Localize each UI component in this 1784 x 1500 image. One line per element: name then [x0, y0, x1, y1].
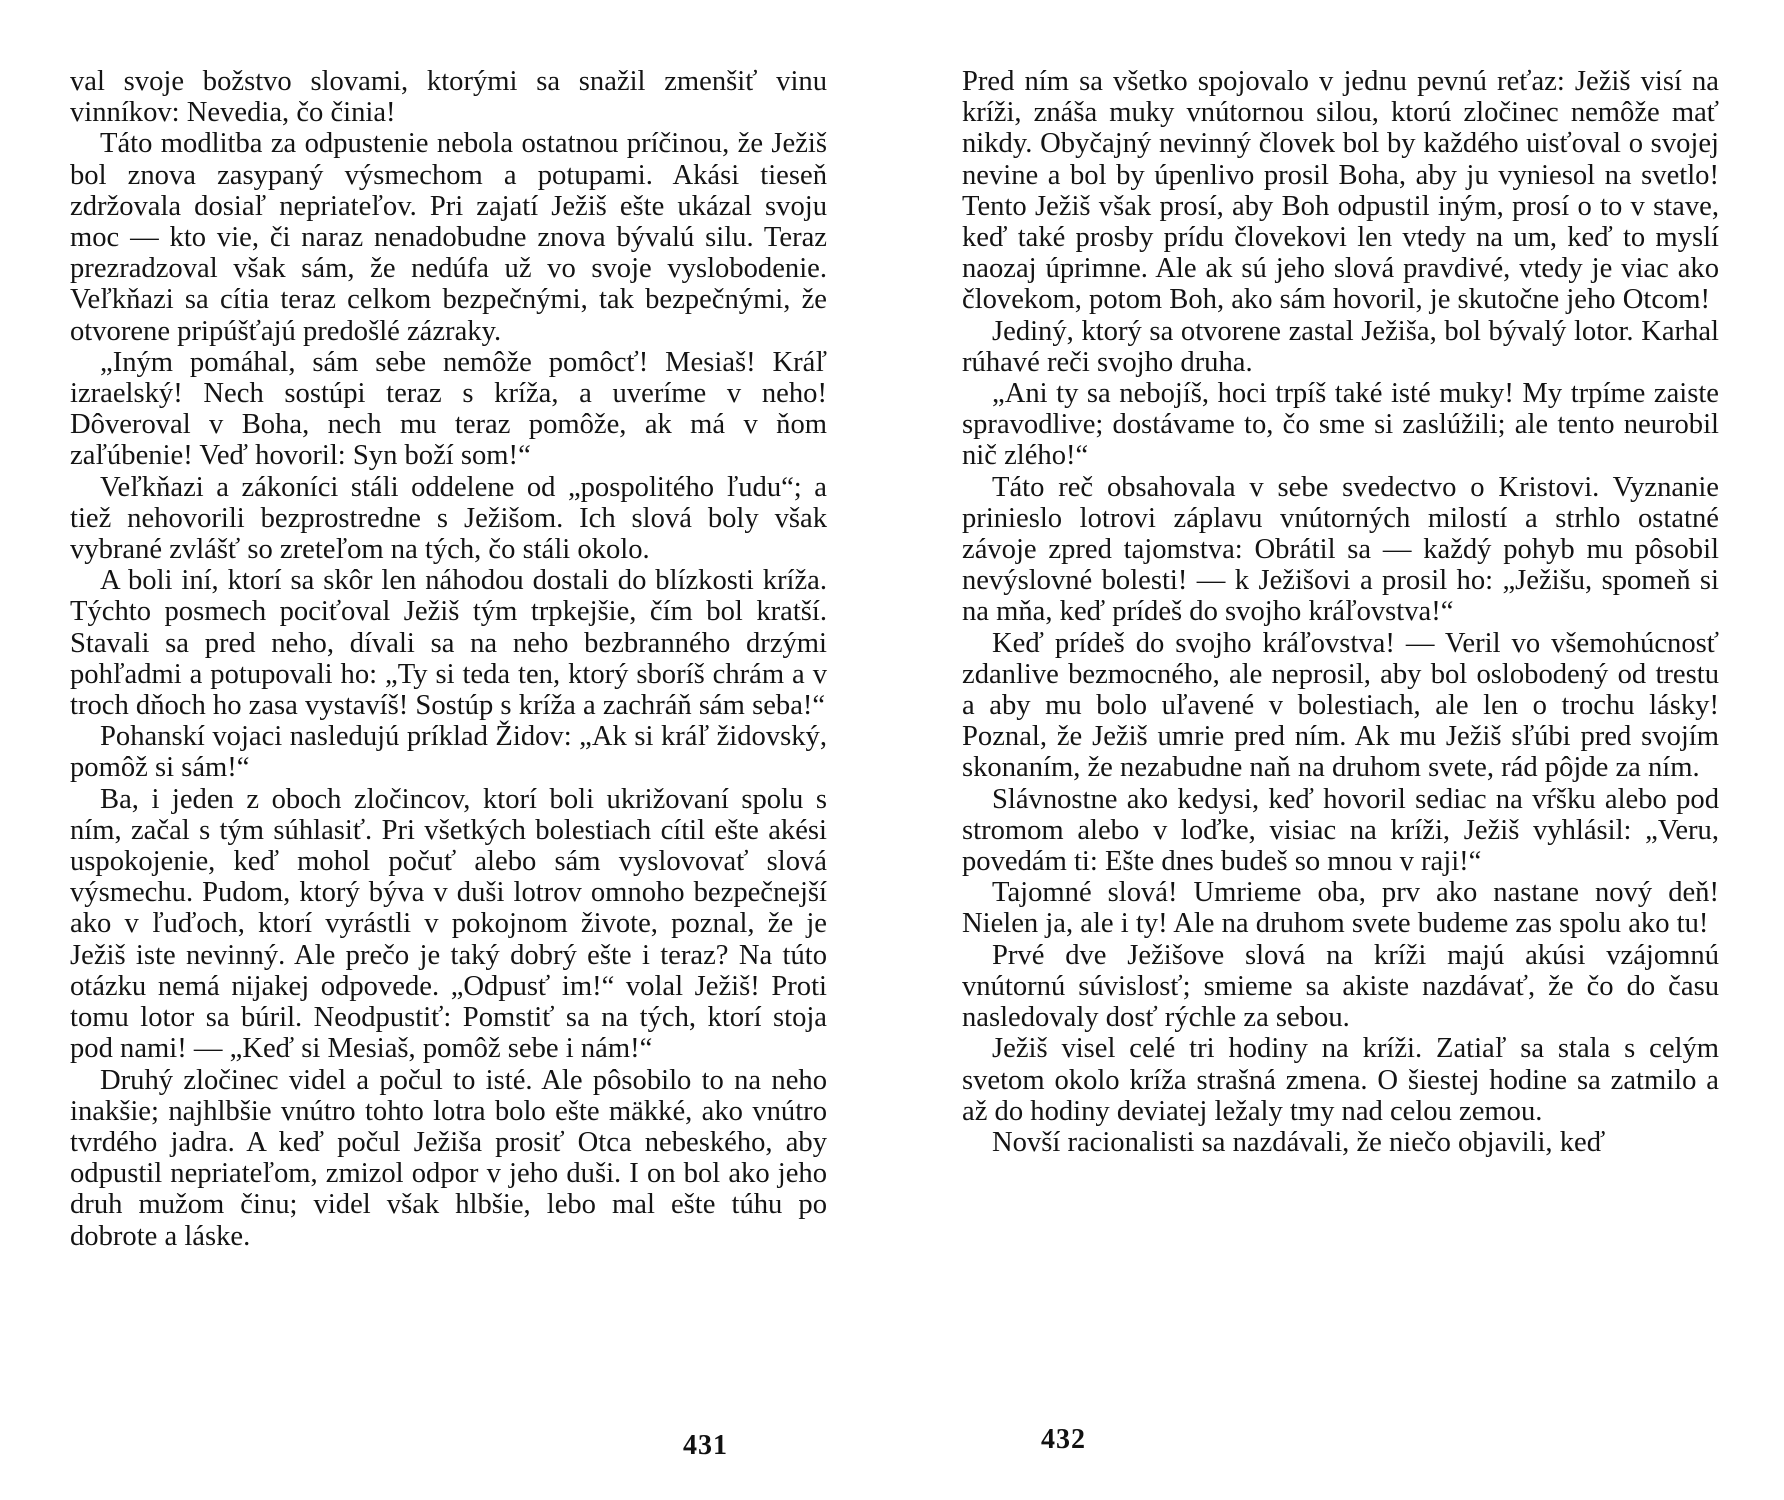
paragraph: A boli iní, ktorí sa skôr len náhodou dostali do blízkosti kríža. Týchto posmech pociťoval Ježiš tým trpkejšie, čím bol kratší. Stavali sa pred neho, dívali sa na neho bezbranného drzými pohľadmi a potupovali ho: „Ty si teda ten, ktorý sboríš chrám a v troch dňoch ho zasa vystavíš! Sostúp s kríža a zachráň sám seba!“ [70, 565, 827, 722]
paragraph: Druhý zločinec videl a počul to isté. Ale pôsobilo to na neho inakšie; najhlbšie vnútro tohto lotra bolo ešte mäkké, ako vnútro tvrdého jadra. A keď počul Ježiša prosiť Otca nebeského, aby odpustil nepriateľom, zmizol odpor v jeho duši. I on bol ako jeho druh mužom činu; videl však hlbšie, lebo mal ešte túhu po dobrote a láske. [70, 1064, 827, 1252]
paragraph: Veľkňazi a zákoníci stáli oddelene od „pospolitého ľudu“; a tiež nehovorili bezprostredne s Ježišom. Ich slová boly však vybrané zvlášť so zreteľom na tých, čo stáli okolo. [70, 471, 827, 566]
paragraph: Pohanskí vojaci nasledujú príklad Židov: „Ak si kráľ židovský, pomôž si sám!“ [70, 721, 827, 784]
paragraph: Ježiš visel celé tri hodiny na kríži. Zatiaľ sa stala s celým svetom okolo kríža strašná zmena. O šiestej hodine sa zatmilo a až do hodiny deviatej ležaly tmy nad celou zemou. [962, 1033, 1719, 1127]
paragraph: Pred ním sa všetko spojovalo v jednu pevnú reťaz: Ježiš visí na kríži, znáša muky vnútornou silou, ktorú zločinec nemôže mať nikdy. Obyčajný nevinný človek bol by každého uisťoval o svojej nevine a bol by úpenlivo prosil Boha, aby ju vyniesol na svetlo! Tento Ježiš však prosí, aby Boh odpustil iným, prosí o to v stave, keď také prosby prídu človekovi len vtedy na um, keď to myslí naozaj úprimne. Ale ak sú jeho slová pravdivé, vtedy je viac ako človekom, potom Boh, ako sám hovoril, je skutočne jeho Otcom! [962, 66, 1719, 316]
page-number-left: 431 [683, 1430, 728, 1461]
paragraph: Novší racionalisti sa nazdávali, že niečo objavili, keď [992, 1126, 1606, 1158]
left-page-text [70, 66, 827, 1252]
paragraph: Keď prídeš do svojho kráľovstva! — Veril vo všemohúcnosť zdanlive bezmocného, ale neprosil, aby bol oslobodený od trestu a aby mu bolo uľavené v bolestiach, ale len o trochu lásky! Poznal, že Ježiš umrie pred ním. Ak mu Ježiš sľúbi pred svojím skonaním, že nezabudne naň na druhom svete, rád pôjde za ním. [962, 627, 1719, 784]
page-number-right: 432 [1041, 1424, 1086, 1455]
paragraph: Prvé dve Ježišove slová na kríži majú akúsi vzájomnú vnútornú súvislosť; smieme sa akiste nazdávať, že čo do času nasledovaly dosť rýchle za sebou. [962, 939, 1719, 1034]
paragraph: „Iným pomáhal, sám sebe nemôže pomôcť! Mesiaš! Kráľ izraelský! Nech sostúpi teraz s kríža, a uveríme v neho! Dôveroval v Boha, nech mu teraz pomôže, ak má v ňom zaľúbenie! Veď hovoril: Syn boží som!“ [70, 346, 827, 472]
paragraph: Tajomné slová! Umrieme oba, prv ako nastane nový deň! Nielen ja, ale i ty! Ale na druhom svete budeme zas spolu ako tu! [962, 877, 1719, 940]
paragraph: Táto modlitba za odpustenie nebola ostatnou príčinou, že Ježiš bol znova zasypaný výsmechom a potupami. Akási tieseň zdržovala dosiaľ nepriateľov. Pri zajatí Ježiš ešte ukázal svoju moc — kto vie, či naraz nenadobudne znova bývalú silu. Teraz prezradzoval však sám, že nedúfa už vo svoje vyslobodenie. Veľkňazi sa cítia teraz celkom bezpečnými, tak bezpečnými, že otvorene pripúšťajú predošlé zázraky. [70, 128, 827, 347]
paragraph: „Ani ty sa nebojíš, hoci trpíš také isté muky! My trpíme zaiste spravodlive; dostávame to, čo sme si zaslúžili; ale tento neurobil nič zlého!“ [962, 378, 1719, 472]
paragraph: Jediný, ktorý sa otvorene zastal Ježiša, bol bývalý lotor. Karhal rúhavé reči svojho druha. [962, 315, 1719, 378]
paragraph: Táto reč obsahovala v sebe svedectvo o Kristovi. Vyznanie prinieslo lotrovi záplavu vnútorných milostí a strhlo ostatné závoje zpred tajomstva: Obrátil sa — každý pohyb mu pôsobil nevýslovné bolesti! — k Ježišovi a prosil ho: „Ježišu, spomeň si na mňa, keď prídeš do svojho kráľovstva!“ [962, 471, 1719, 628]
paragraph: val svoje božstvo slovami, ktorými sa snažil zmenšiť vinu vinníkov: Nevedia, čo činia! [70, 66, 827, 129]
paragraph: Ba, i jeden z oboch zločincov, ktorí boli ukrižovaní spolu s ním, začal s tým súhlasiť. Pri všetkých bolestiach cítil ešte akési uspokojenie, keď mohol počuť alebo sám vyslovovať slová výsmechu. Pudom, ktorý býva v duši lotrov omnoho bezpečnejší ako v ľuďoch, ktorí vyrástli v pokojnom živote, poznal, že je Ježiš iste nevinný. Ale prečo je taký dobrý ešte i teraz? Na túto otázku nemá nijakej odpovede. „Odpusť im!“ volal Ježiš! Proti tomu lotor sa búril. Neodpustiť: Pomstiť sa na tých, ktorí stoja pod nami! — „Keď si Mesiaš, pomôž sebe i nám!“ [70, 783, 827, 1065]
right-page-text [962, 66, 1719, 1158]
paragraph: Slávnostne ako kedysi, keď hovoril sediac na vŕšku alebo pod stromom alebo v loďke, visiac na kríži, Ježiš vyhlásil: „Veru, povedám ti: Ešte dnes budeš so mnou v raji!“ [962, 783, 1719, 878]
